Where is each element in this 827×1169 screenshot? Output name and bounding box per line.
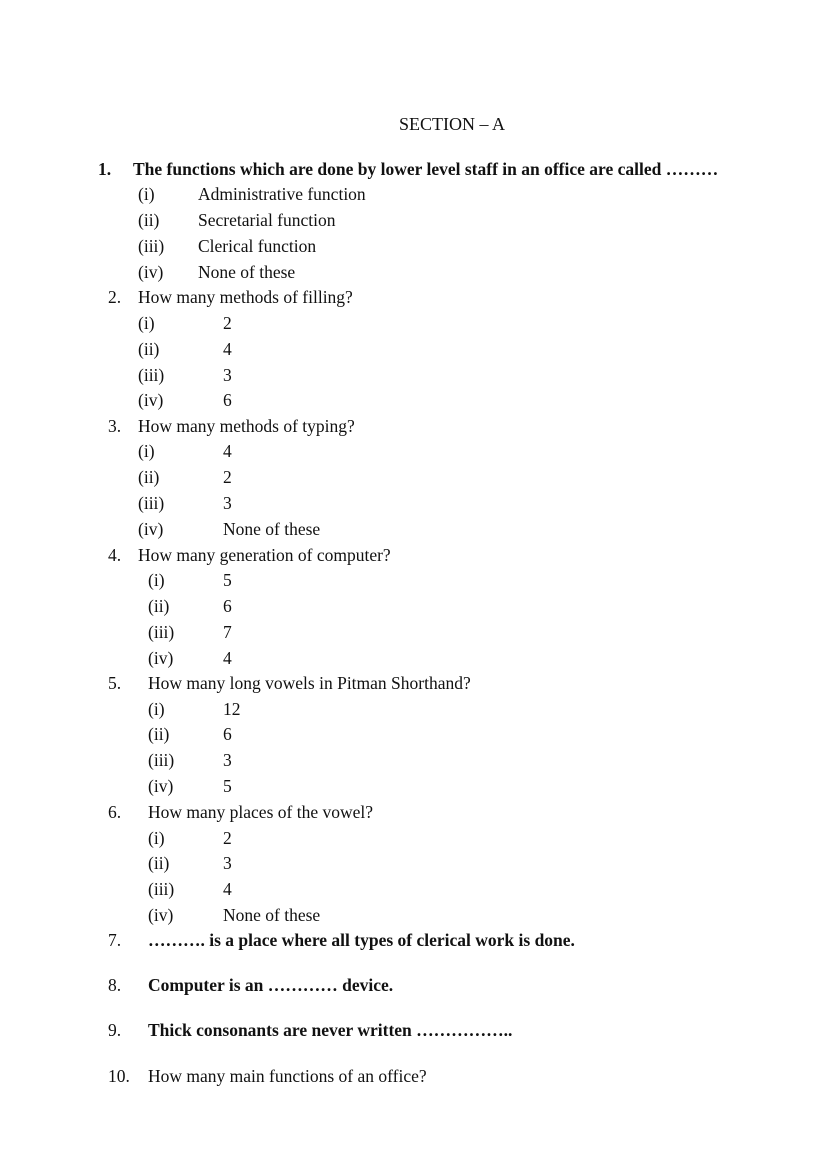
option-label: (ii) [148, 724, 170, 744]
option-text: 12 [223, 699, 241, 719]
question-number: 9. [108, 1020, 122, 1040]
question-number: 7. [108, 930, 122, 950]
option-text: 2 [223, 828, 232, 848]
question-number: 6. [108, 802, 122, 822]
option-label: (ii) [138, 339, 160, 359]
question-number: 3. [108, 416, 122, 436]
question-text: How many places of the vowel? [148, 802, 373, 822]
question-text: How many main functions of an office? [148, 1066, 427, 1086]
question-text: How many generation of computer? [138, 545, 391, 565]
option-label: (iii) [148, 879, 175, 899]
option-label: (i) [138, 441, 155, 461]
option-label: (i) [148, 699, 165, 719]
option-label: (iii) [148, 622, 175, 642]
option-text: None of these [223, 905, 321, 925]
option-text: Clerical function [198, 236, 317, 256]
question-number: 2. [108, 287, 122, 307]
option-text: 6 [223, 596, 232, 616]
option-label: (iii) [138, 493, 165, 513]
option-text: 3 [223, 493, 232, 513]
question-number: 4. [108, 545, 122, 565]
question-number: 5. [108, 673, 122, 693]
option-label: (iv) [138, 519, 164, 539]
option-label: (ii) [148, 853, 170, 873]
option-text: 3 [223, 365, 232, 385]
option-text: Secretarial function [198, 210, 336, 230]
option-label: (iv) [148, 776, 174, 796]
question-number: 10. [108, 1066, 130, 1086]
option-text: 6 [223, 390, 232, 410]
question-text: How many methods of filling? [138, 287, 353, 307]
option-text: 4 [223, 879, 232, 899]
question-text: The functions which are done by lower level staff in an office are called ……… [133, 159, 719, 179]
question-number: 8. [108, 975, 122, 995]
question-text: How many methods of typing? [138, 416, 355, 436]
option-label: (i) [148, 570, 165, 590]
option-text: 3 [223, 750, 232, 770]
option-text: 6 [223, 724, 232, 744]
option-text: None of these [198, 262, 296, 282]
section-title: SECTION – A [399, 114, 506, 134]
option-text: 2 [223, 313, 232, 333]
option-text: 7 [223, 622, 232, 642]
option-text: 4 [223, 648, 232, 668]
option-text: None of these [223, 519, 321, 539]
option-label: (iv) [148, 648, 174, 668]
question-text: ………. is a place where all types of clerical work is done. [148, 930, 575, 950]
option-label: (iii) [148, 750, 175, 770]
option-text: 3 [223, 853, 232, 873]
option-text: 5 [223, 570, 232, 590]
question-text: Thick consonants are never written …………….. [148, 1020, 513, 1040]
option-text: Administrative function [198, 184, 366, 204]
question-text: Computer is an ………… device. [148, 975, 394, 995]
option-label: (iv) [138, 390, 164, 410]
option-label: (ii) [148, 596, 170, 616]
question-text: How many long vowels in Pitman Shorthand? [148, 673, 471, 693]
option-text: 4 [223, 339, 232, 359]
option-label: (ii) [138, 467, 160, 487]
option-label: (iv) [138, 262, 164, 282]
option-text: 2 [223, 467, 232, 487]
option-label: (iii) [138, 236, 165, 256]
option-label: (i) [138, 184, 155, 204]
option-text: 5 [223, 776, 232, 796]
option-label: (ii) [138, 210, 160, 230]
option-label: (i) [148, 828, 165, 848]
option-label: (i) [138, 313, 155, 333]
option-label: (iv) [148, 905, 174, 925]
option-text: 4 [223, 441, 232, 461]
question-number: 1. [98, 159, 112, 179]
option-label: (iii) [138, 365, 165, 385]
